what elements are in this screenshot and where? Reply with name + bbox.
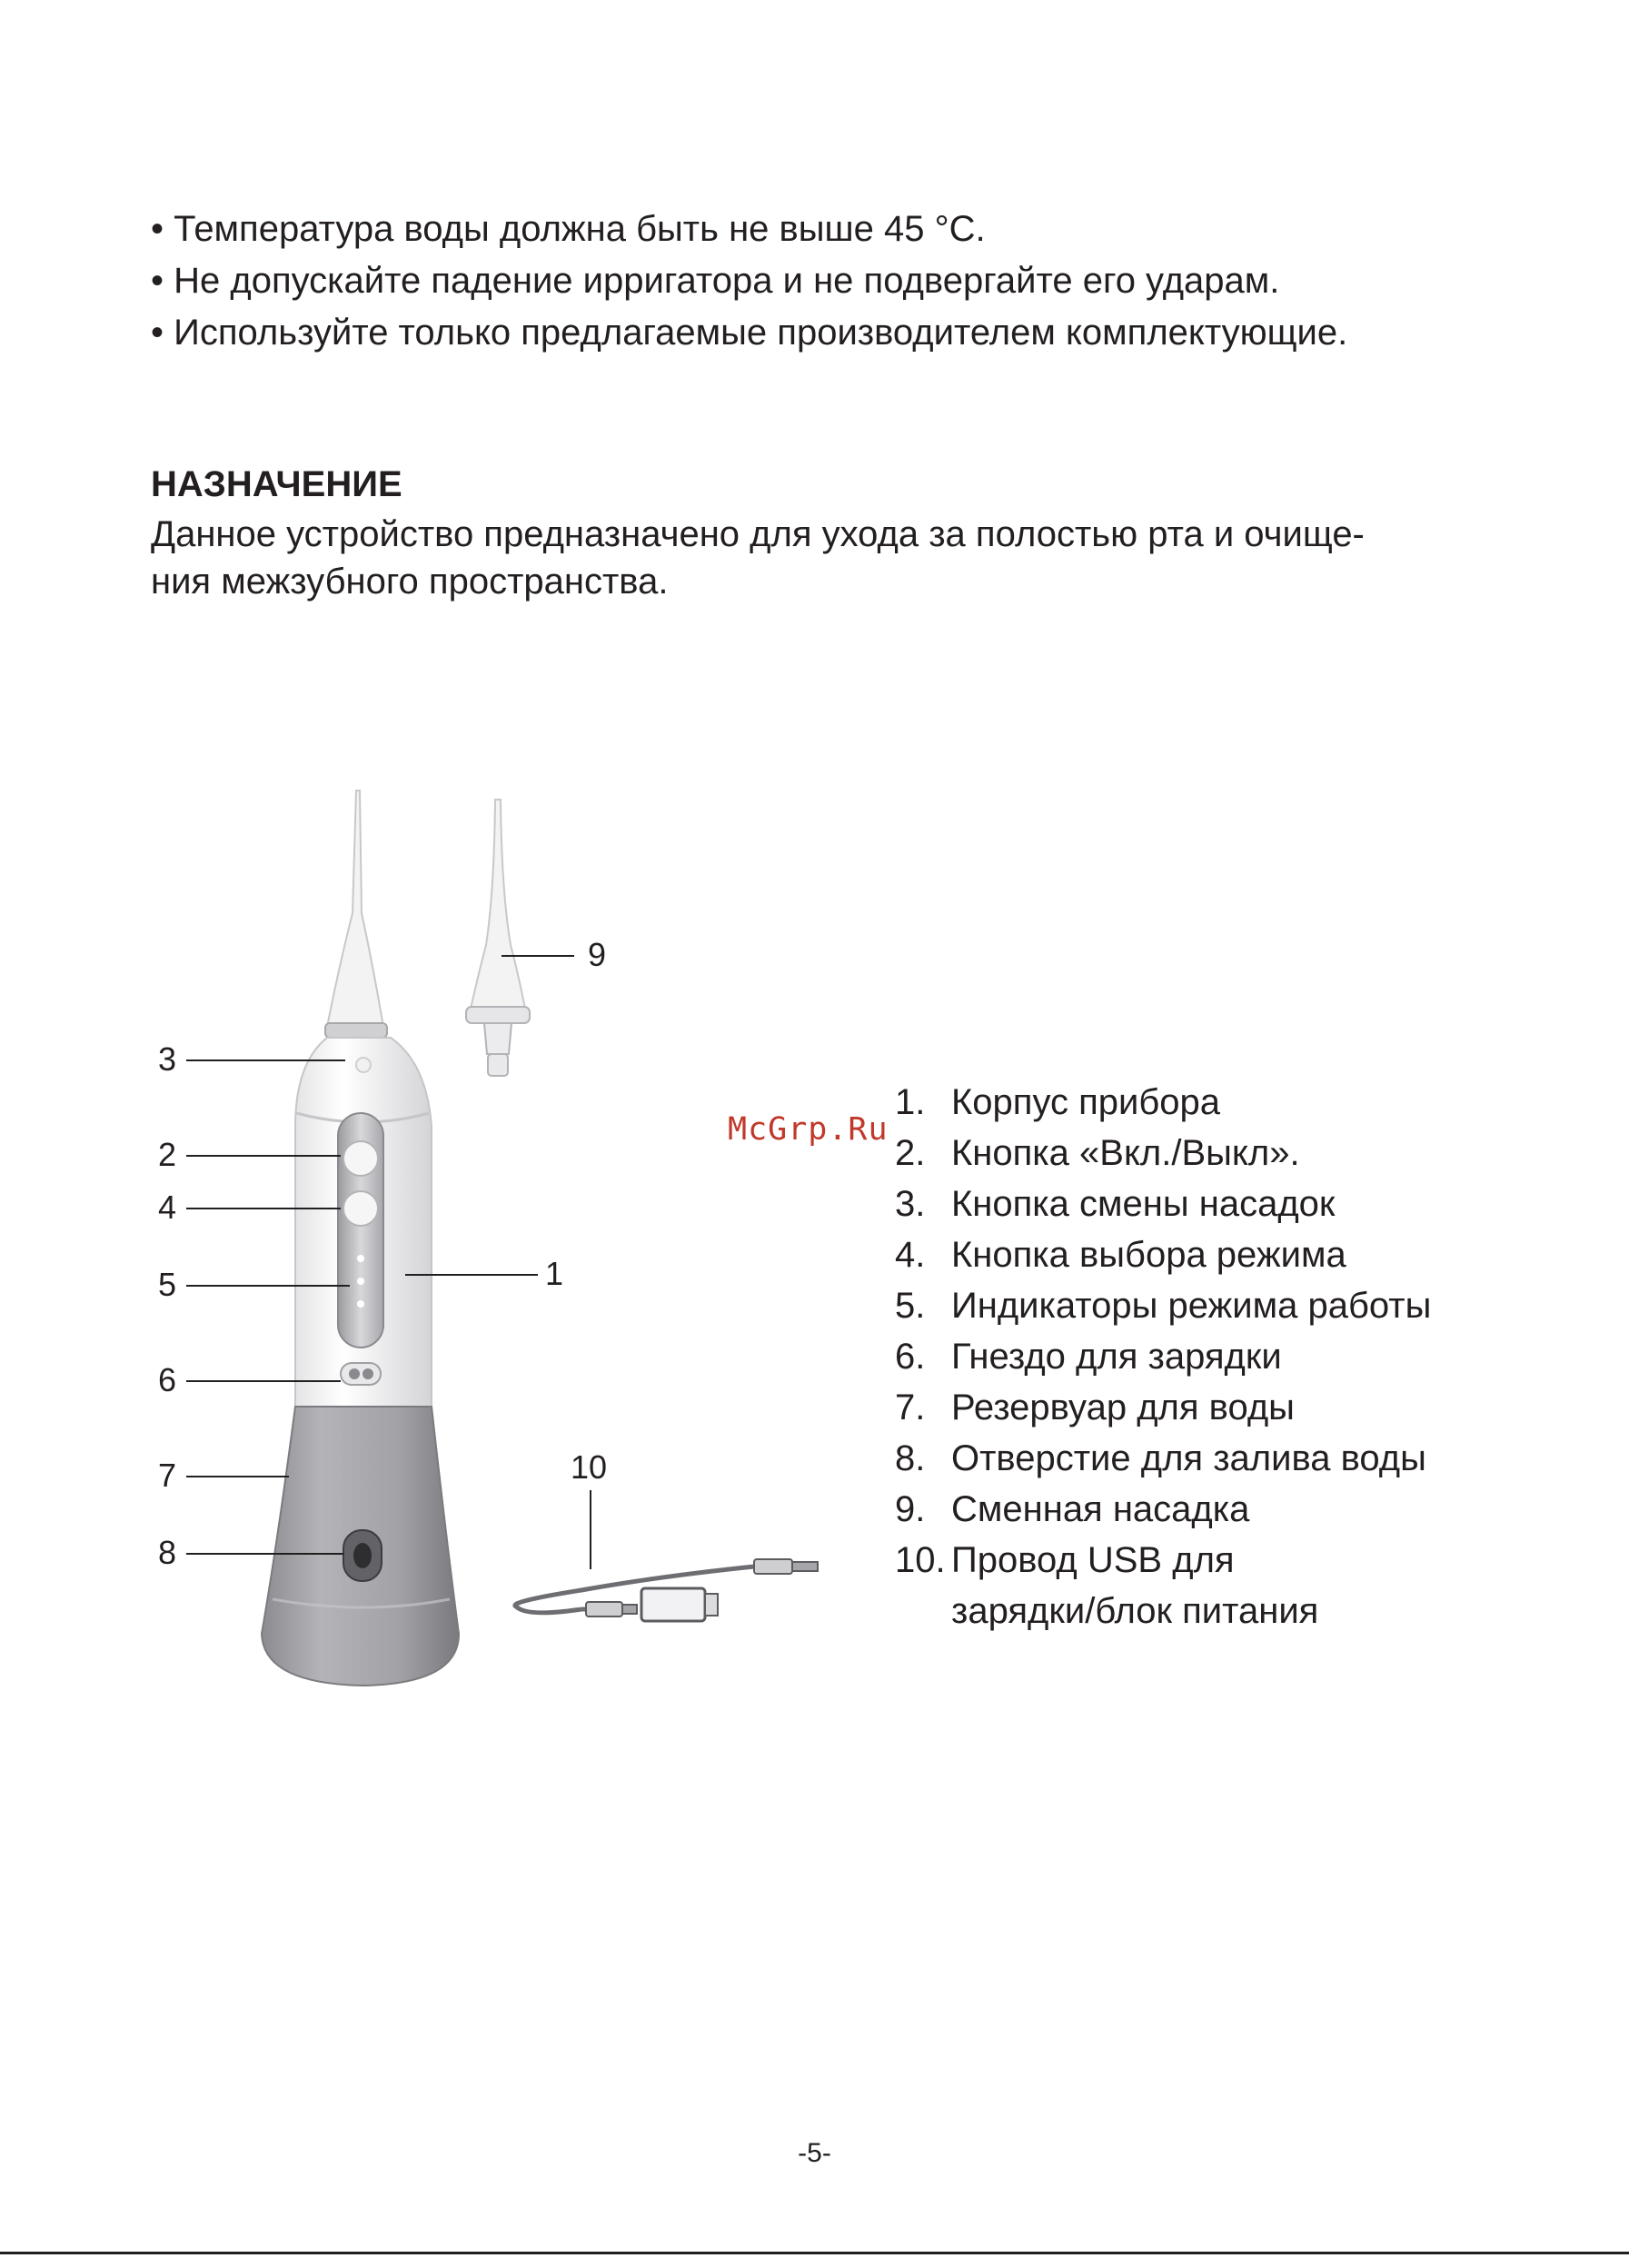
item-text: Сменная насадка — [951, 1489, 1250, 1529]
power-adapter-icon — [641, 1588, 705, 1621]
item-text: Гнездо для зарядки — [951, 1337, 1282, 1377]
bullet-item: • Температура воды должна быть не выше 45 °С. — [151, 204, 1347, 255]
item-text: Индикаторы режима работы — [951, 1286, 1432, 1326]
parts-list — [895, 1077, 1431, 1636]
bottom-rule — [0, 2252, 1629, 2254]
indicator-led-icon — [357, 1278, 364, 1285]
item-number: 6. — [895, 1337, 926, 1377]
watermark: McGrp.Ru — [728, 1111, 889, 1148]
list-item-continuation — [895, 1586, 1431, 1636]
callout-number: 4 — [158, 1189, 177, 1226]
callout-number: 2 — [158, 1136, 177, 1173]
callout-number: 10 — [571, 1448, 608, 1486]
usb-connector-icon — [754, 1559, 792, 1574]
list-item — [895, 1077, 1431, 1128]
item-number: 2. — [895, 1133, 926, 1173]
item-text: Отверстие для залива воды — [951, 1438, 1426, 1478]
usb-cable — [515, 1566, 763, 1613]
item-text: зарядки/блок питания — [951, 1591, 1319, 1631]
mode-button-icon — [343, 1191, 378, 1226]
power-button-icon — [343, 1141, 378, 1176]
page-number: -5- — [798, 2138, 831, 2168]
spare-nozzle — [471, 800, 525, 1009]
list-item — [895, 1179, 1431, 1229]
bullet-item: • Используйте только предлагаемые производителем комплектующие. — [151, 307, 1347, 359]
item-text: Резервуар для воды — [951, 1388, 1295, 1427]
callout-number: 7 — [158, 1457, 177, 1494]
nozzle-release-button-icon — [356, 1058, 371, 1072]
callout-number: 8 — [158, 1534, 177, 1571]
list-item — [895, 1331, 1431, 1382]
usb-connector-icon — [586, 1602, 622, 1616]
section-heading: НАЗНАЧЕНИЕ — [151, 464, 402, 504]
bullet-item: • Не допускайте падение ирригатора и не подвергайте его ударам. — [151, 255, 1347, 307]
callout-number: 3 — [158, 1040, 177, 1078]
item-number: 7. — [895, 1388, 926, 1427]
item-text: Провод USB для — [951, 1540, 1235, 1580]
charging-port-icon — [341, 1363, 381, 1385]
callout-number: 5 — [158, 1266, 177, 1303]
callout-number: 1 — [545, 1255, 564, 1292]
list-item — [895, 1382, 1431, 1433]
list-item — [895, 1535, 1431, 1586]
callout-number: 9 — [588, 936, 607, 973]
list-item — [895, 1280, 1431, 1331]
item-number: 9. — [895, 1489, 926, 1529]
nozzle-collar — [325, 1023, 387, 1038]
indicator-led-icon — [357, 1255, 364, 1262]
item-number: 3. — [895, 1184, 926, 1224]
item-number: 8. — [895, 1438, 926, 1478]
indicator-led-icon — [357, 1300, 364, 1308]
paragraph-line: ния межзубного пространства. — [151, 562, 669, 602]
item-number: 10. — [895, 1540, 946, 1580]
callout-number: 6 — [158, 1361, 177, 1398]
item-number: 5. — [895, 1286, 926, 1326]
item-number: 1. — [895, 1082, 926, 1122]
item-text: Кнопка «Вкл./Выкл». — [951, 1133, 1300, 1173]
paragraph-line: Данное устройство предназначено для ухода за полостью рта и очище- — [151, 514, 1365, 554]
list-item — [895, 1433, 1431, 1484]
item-text: Кнопка выбора режима — [951, 1235, 1346, 1275]
list-item — [895, 1229, 1431, 1280]
item-text: Корпус прибора — [951, 1082, 1221, 1122]
item-text: Кнопка смены насадок — [951, 1184, 1336, 1224]
list-item — [895, 1484, 1431, 1535]
item-number: 4. — [895, 1235, 926, 1275]
list-item — [895, 1128, 1431, 1179]
nozzle-tip — [327, 791, 383, 1027]
